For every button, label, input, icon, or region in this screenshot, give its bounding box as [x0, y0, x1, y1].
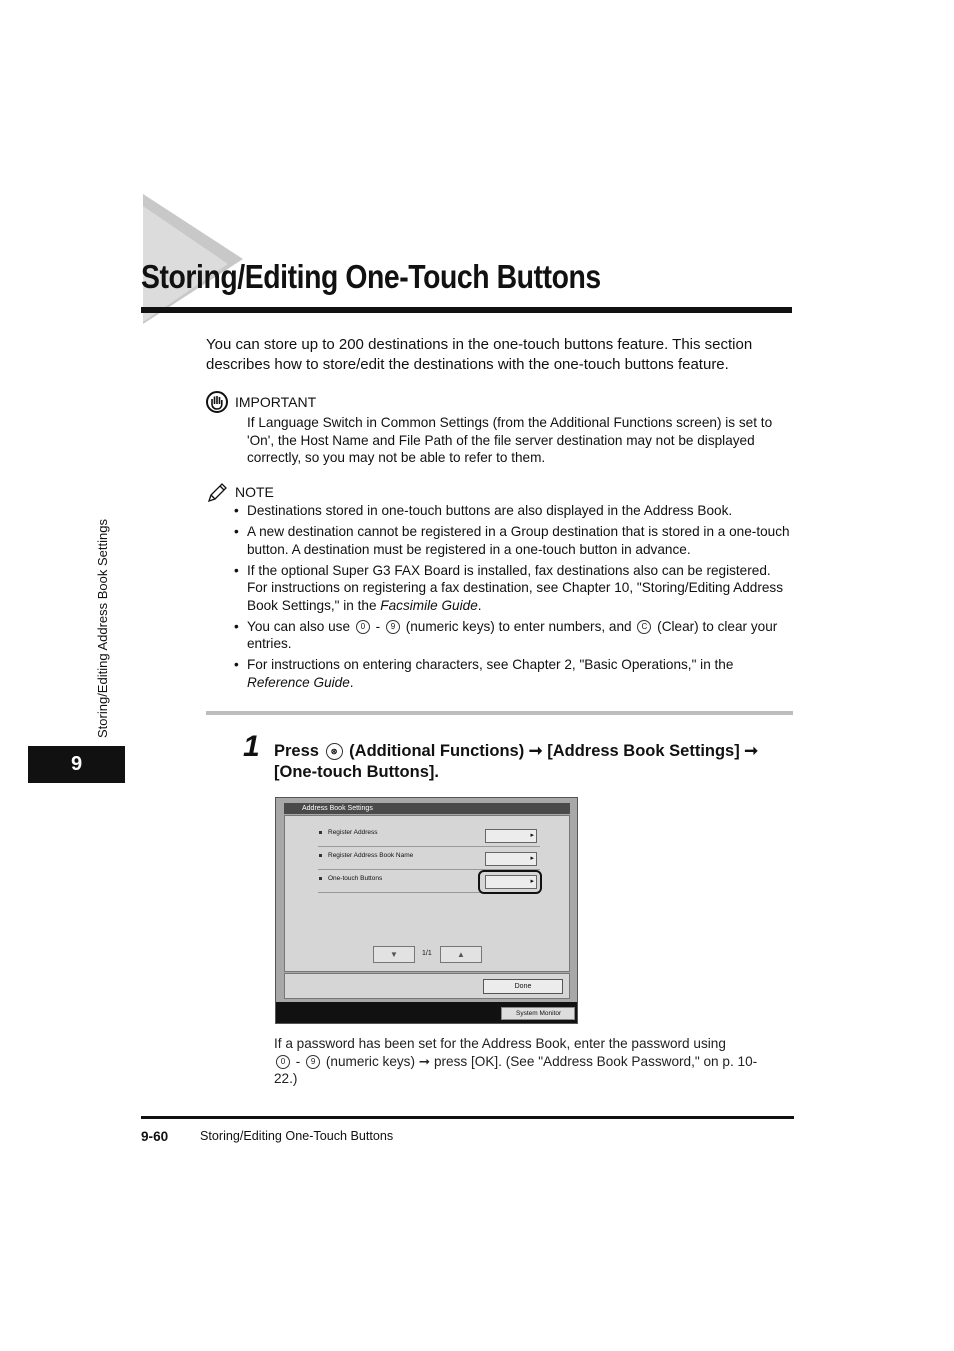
page-title: Storing/Editing One-Touch Buttons [141, 258, 601, 295]
note-item [234, 618, 794, 653]
numeric-key-9-icon: 9 [386, 620, 400, 634]
dash: - [295, 1053, 301, 1069]
screen-title-bar [284, 803, 570, 814]
side-chapter-title: Storing/Editing Address Book Settings [95, 519, 110, 738]
menu-label: Register Address [328, 829, 378, 836]
clear-key-icon: C [637, 620, 651, 634]
numeric-key-0-icon: 0 [356, 620, 370, 634]
note-item-text: For instructions on entering characters, see Chapter 2, "Basic Operations," in the [247, 657, 734, 673]
note-pencil-icon [206, 482, 228, 509]
important-text: If Language Switch in Common Settings (from the Additional Functions screen) is set to 'On', the Host Name and File Path of the file server destination may not be displayed correctly, so you may not be able to refer to them. [247, 415, 773, 465]
title-rule [141, 307, 792, 313]
step-press: Press [274, 742, 319, 760]
page-up-button[interactable]: ▲ [440, 946, 482, 963]
reference-guide-ref: Reference Guide [247, 674, 350, 690]
section-separator [206, 711, 793, 715]
footer-title: Storing/Editing One-Touch Buttons [200, 1129, 394, 1143]
intro-paragraph: You can store up to 200 destinations in the one-touch buttons feature. This section describes how to store/edit the destinations with the one-touch buttons feature. [206, 336, 753, 373]
password-caption [274, 1035, 774, 1088]
facsimile-guide-ref: Facsimile Guide [380, 597, 478, 613]
note-item [234, 502, 794, 520]
note-item-text: (Clear) to clear your entries. [247, 618, 778, 652]
page-indicator: 1/1 [422, 950, 432, 957]
note-item [234, 656, 794, 691]
menu-label: One-touch Buttons [328, 875, 383, 882]
note-item [234, 523, 794, 558]
note-item-text: . [349, 674, 354, 690]
step-instruction [274, 741, 794, 783]
menu-label: Register Address Book Name [328, 852, 414, 859]
screen-panel [284, 815, 570, 972]
note-item [234, 562, 794, 615]
additional-functions-key-icon: ⊛ [326, 743, 343, 760]
screen-title: Address Book Settings [302, 805, 373, 812]
note-item-text: If the optional Super G3 FAX Board is installed, fax destinations also can be registered. For instructions on registering a fax destination, see Chapter 10, "Storing/Editing Address Book Settings," in the [247, 562, 784, 613]
numeric-key-0-icon: 0 [276, 1055, 290, 1069]
caption-line1: If a password has been set for the Address Book, enter the password using [274, 1036, 726, 1051]
status-bar [276, 1002, 577, 1023]
note-item-text: A new destination cannot be registered in a Group destination that is stored in a one-touch button. A destination must be registered in a one-touch button in advance. [247, 524, 790, 557]
chapter-tab: 9 [28, 746, 125, 783]
note-item-text: (numeric keys) to enter numbers, and [405, 618, 632, 634]
note-item-text: . [477, 597, 482, 613]
caption-line2: (numeric keys) ➞ press [OK]. (See "Address Book Password," on p. 10-22.) [274, 1053, 758, 1086]
address-book-settings-screen [275, 797, 578, 1024]
system-monitor-button[interactable]: System Monitor [501, 1007, 575, 1020]
done-bar [284, 973, 570, 999]
numeric-key-9-icon: 9 [306, 1055, 320, 1069]
important-icon [206, 391, 228, 418]
note-list [234, 502, 794, 695]
page-down-button[interactable]: ▼ [373, 946, 415, 963]
step-number: 1 [243, 730, 260, 763]
selection-highlight [478, 870, 542, 894]
register-address-button[interactable] [485, 829, 537, 843]
dash: - [375, 618, 381, 634]
note-item-text: Destinations stored in one-touch buttons are also displayed in the Address Book. [247, 503, 733, 518]
done-button[interactable]: Done [483, 979, 563, 994]
note-item-text: You can also use [247, 618, 351, 634]
footer-rule [141, 1116, 794, 1119]
step-rest: (Additional Functions) ➞ [Address Book Settings] ➞ [One-touch Buttons]. [274, 742, 759, 781]
note-label: NOTE [235, 484, 274, 500]
page-number: 9-60 [141, 1129, 169, 1144]
important-label: IMPORTANT [235, 394, 317, 410]
register-address-book-name-button[interactable] [485, 852, 537, 866]
